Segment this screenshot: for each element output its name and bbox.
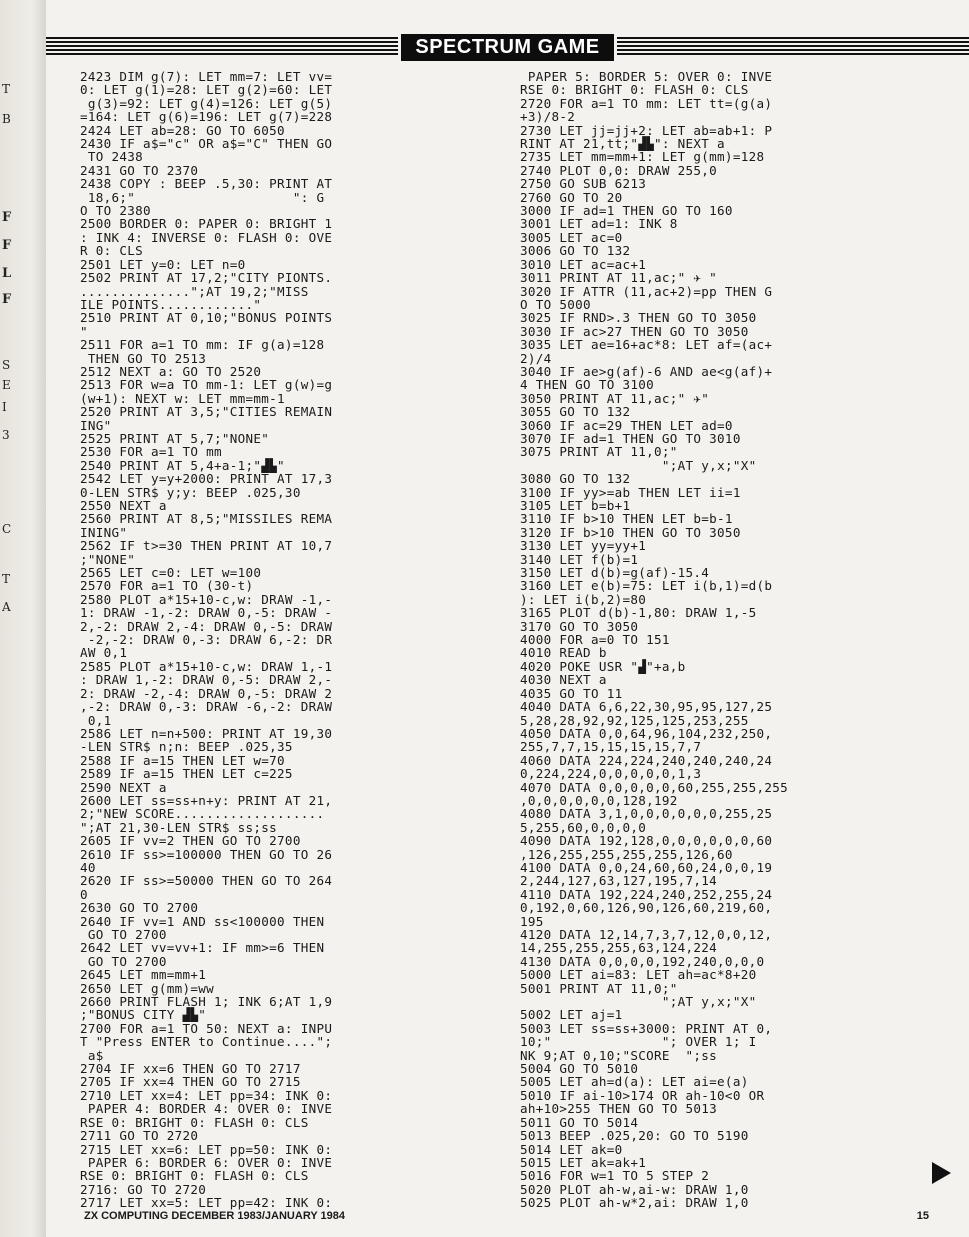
code-line: T "Press ENTER to Continue...."; [80, 1034, 333, 1050]
code-line: 2715 LET xx=6: LET pp=50: INK 0: [80, 1141, 333, 1157]
code-line: 4010 READ b [520, 645, 607, 661]
code-line: 2610 IF ss>=100000 THEN GO TO 26 [80, 846, 333, 862]
code-line: 2760 GO TO 20 [520, 189, 623, 205]
code-line: 3105 LET b=b+1 [520, 498, 631, 513]
margin-mark: F [2, 292, 12, 307]
section-header [46, 34, 969, 60]
code-line: 3170 GO TO 3050 [520, 618, 639, 634]
code-line: : INK 4: INVERSE 0: FLASH 0: OVE [80, 229, 333, 245]
code-line: 2740 PLOT 0,0: DRAW 255,0 [520, 162, 718, 178]
code-line: 0 [80, 886, 88, 902]
code-line: 2500 BORDER 0: PAPER 0: BRIGHT 1 [80, 216, 333, 232]
code-line: 0-LEN STR$ y;y: BEEP .025,30 [80, 484, 301, 500]
margin-mark: A [2, 600, 11, 614]
code-line: 5016 FOR w=1 TO 5 STEP 2 [520, 1168, 710, 1184]
code-line: 4080 DATA 3,1,0,0,0,0,0,0,255,25 [520, 806, 773, 822]
code-line: 2501 LET y=0: LET n=0 [80, 256, 246, 272]
code-line: a$ [80, 1047, 104, 1063]
code-line: ,-2: DRAW 0,-3: DRAW -6,-2: DRAW [80, 699, 333, 715]
code-line: 4050 DATA 0,0,64,96,104,232,250, [520, 725, 773, 741]
code-line: PAPER 6: BORDER 6: OVER 0: INVE [80, 1154, 333, 1170]
code-line: 2589 IF a=15 THEN LET c=225 [80, 766, 293, 782]
code-line: 5000 LET ai=83: LET ah=ac*8+20 [520, 967, 757, 983]
code-line: 195 [520, 913, 544, 929]
code-line: ;"BONUS CITY ▟▙" [80, 1007, 207, 1023]
code-line: 2530 FOR a=1 TO mm [80, 444, 222, 460]
code-line: 2620 IF ss>=50000 THEN GO TO 264 [80, 873, 333, 889]
code-line: 2705 IF xx=4 THEN GO TO 2715 [80, 1074, 301, 1090]
code-line: 5002 LET aj=1 [520, 1007, 623, 1023]
code-line: 3070 IF ad=1 THEN GO TO 3010 [520, 430, 741, 446]
code-line: 3060 IF ac=29 THEN LET ad=0 [520, 417, 733, 433]
code-line: 3050 PRINT AT 11,ac;" ✈" [520, 390, 710, 406]
code-line: 2704 IF xx=6 THEN GO TO 2717 [80, 1061, 301, 1077]
code-line: 4090 DATA 192,128,0,0,0,0,0,0,60 [520, 833, 773, 849]
code-line: 3080 GO TO 132 [520, 471, 631, 487]
code-line: 3100 IF yy>=ab THEN LET ii=1 [520, 484, 741, 500]
code-line: 3150 LET d(b)=g(af)-15.4 [520, 565, 710, 581]
code-line: ,0,0,0,0,0,0,128,192 [520, 792, 678, 808]
code-line: 0,1 [80, 712, 112, 728]
code-line: 2660 PRINT FLASH 1; INK 6;AT 1,9 [80, 994, 333, 1010]
code-line: 2542 LET y=y+2000: PRINT AT 17,3 [80, 471, 333, 487]
code-line: 2511 FOR a=1 TO mm: IF g(a)=128 [80, 337, 325, 353]
code-line: 2,244,127,63,127,195,7,14 [520, 873, 718, 889]
code-line: 4040 DATA 6,6,22,30,95,95,127,25 [520, 699, 773, 715]
code-line: RINT AT 21,tt;"▟▙": NEXT a [520, 136, 725, 152]
code-line: 2513 FOR w=a TO mm-1: LET g(w)=g [80, 377, 333, 393]
code-line: 0,192,0,60,126,90,126,60,219,60, [520, 900, 773, 916]
code-line: THEN GO TO 2513 [80, 350, 207, 366]
code-line: 2,-2: DRAW 2,-4: DRAW 0,-5: DRAW [80, 618, 333, 634]
code-line: O TO 2380 [80, 203, 151, 219]
code-line: +3)/8-2 [520, 109, 576, 125]
code-line: 2502 PRINT AT 17,2;"CITY PIONTS. [80, 270, 333, 286]
margin-mark: T [2, 572, 11, 586]
code-line: 3035 LET ae=16+ac*8: LET af=(ac+ [520, 337, 773, 353]
code-line: 3000 IF ad=1 THEN GO TO 160 [520, 203, 733, 219]
code-line: 5011 GO TO 5014 [520, 1114, 639, 1130]
code-line: 2650 LET g(mm)=ww [80, 980, 214, 996]
code-line: 3001 LET ad=1: INK 8 [520, 216, 678, 232]
code-line: 3005 LET ac=0 [520, 229, 623, 245]
code-line: 2605 IF vv=2 THEN GO TO 2700 [80, 833, 301, 849]
code-line: 5020 PLOT ah-w,ai-w: DRAW 1,0 [520, 1181, 749, 1197]
code-line: 5015 LET ak=ak+1 [520, 1154, 647, 1170]
margin-mark: S [2, 358, 11, 372]
code-line: 255,7,7,15,15,15,15,7,7 [520, 739, 702, 755]
code-line: 4060 DATA 224,224,240,240,240,24 [520, 752, 773, 768]
code-line: ;"NONE" [80, 551, 136, 567]
code-line: 1: DRAW -1,-2: DRAW 0,-5: DRAW - [80, 605, 333, 621]
code-line: 2512 NEXT a: GO TO 2520 [80, 363, 262, 379]
code-line: ILE POINTS............" [80, 296, 262, 312]
code-line: 2586 LET n=n+500: PRINT AT 19,30 [80, 725, 333, 741]
program-listing [80, 69, 946, 1211]
code-line: 2720 FOR a=1 TO mm: LET tt=(g(a) [520, 95, 773, 111]
code-line: 2600 LET ss=ss+n+y: PRINT AT 21, [80, 792, 333, 808]
code-line: 3120 IF b>10 THEN GO TO 3050 [520, 524, 741, 540]
code-line: 2540 PRINT AT 5,4+a-1;"▟▙" [80, 457, 285, 473]
code-line: 3130 LET yy=yy+1 [520, 538, 647, 554]
code-line: 5004 GO TO 5010 [520, 1061, 639, 1077]
code-line: ";AT y,x;"X" [520, 457, 757, 473]
code-line: 3025 IF RND>.3 THEN GO TO 3050 [520, 310, 757, 326]
code-line: 2430 IF a$="c" OR a$="C" THEN GO [80, 136, 333, 152]
margin-mark: 3 [2, 428, 10, 442]
header-rule-left [46, 37, 398, 57]
margin-mark: I [2, 400, 7, 414]
code-line: R 0: CLS [80, 243, 144, 259]
code-line: 5014 LET ak=0 [520, 1141, 623, 1157]
code-line: ,126,255,255,255,255,126,60 [520, 846, 733, 862]
code-line: O TO 5000 [520, 296, 591, 312]
code-line: 2588 IF a=15 THEN LET w=70 [80, 752, 285, 768]
publication-line: ZX COMPUTING DECEMBER 1983/JANUARY 1984 [84, 1210, 346, 1222]
margin-mark: E [2, 378, 11, 392]
code-line: ah+10>255 THEN GO TO 5013 [520, 1101, 718, 1117]
code-line: =164: LET g(6)=196: LET g(7)=228 [80, 109, 333, 125]
page-footer [84, 1210, 929, 1222]
code-line: 3020 IF ATTR (11,ac+2)=pp THEN G [520, 283, 773, 299]
listing-column-left [80, 69, 506, 1211]
code-line: 2438 COPY : BEEP .5,30: PRINT AT [80, 176, 333, 192]
code-line: 0,224,224,0,0,0,0,0,1,3 [520, 766, 702, 782]
code-line: 2: DRAW -2,-4: DRAW 0,-5: DRAW 2 [80, 685, 333, 701]
margin-mark: T [2, 82, 11, 96]
code-line: 0: LET g(1)=28: LET g(2)=60: LET [80, 82, 333, 98]
code-line: -2,-2: DRAW 0,-3: DRAW 6,-2: DR [80, 632, 333, 648]
code-line: RSE 0: BRIGHT 0: FLASH 0: CLS [80, 1114, 309, 1130]
code-line: PAPER 4: BORDER 4: OVER 0: INVE [80, 1101, 333, 1117]
adjacent-page-margin [0, 0, 46, 1237]
code-line: 2580 PLOT a*15+10-c,w: DRAW -1,- [80, 591, 333, 607]
code-line: 2645 LET mm=mm+1 [80, 967, 207, 983]
code-line: 2711 GO TO 2720 [80, 1128, 199, 1144]
code-line: 2642 LET vv=vv+1: IF mm>=6 THEN [80, 940, 325, 956]
code-line: 4030 NEXT a [520, 672, 607, 688]
code-line: 3165 PLOT d(b)-1,80: DRAW 1,-5 [520, 605, 757, 621]
code-line: g(3)=92: LET g(4)=126: LET g(5) [80, 95, 333, 111]
margin-mark: B [2, 112, 11, 126]
code-line: 2)/4 [520, 350, 552, 366]
code-line: 3055 GO TO 132 [520, 404, 631, 420]
code-line: 3110 IF b>10 THEN LET b=b-1 [520, 511, 733, 527]
code-line: 2;"NEW SCORE................... [80, 806, 325, 822]
code-line: ): LET i(b,2)=80 [520, 591, 647, 607]
code-line: 4110 DATA 192,224,240,252,255,24 [520, 886, 773, 902]
code-line: 2510 PRINT AT 0,10;"BONUS POINTS [80, 310, 333, 326]
code-line: (w+1): NEXT w: LET mm=mm-1 [80, 390, 285, 406]
code-line: 4120 DATA 12,14,7,3,7,12,0,0,12, [520, 927, 773, 942]
code-line: : DRAW 1,-2: DRAW 0,-5: DRAW 2,- [80, 672, 333, 688]
code-line: 10;" "; OVER 1; I [520, 1034, 757, 1050]
continue-arrow-icon [932, 1162, 951, 1184]
code-line: -LEN STR$ n;n: BEEP .025,35 [80, 739, 293, 755]
code-line: NK 9;AT 0,10;"SCORE ";ss [520, 1047, 718, 1063]
code-line: 3075 PRINT AT 11,0;" [520, 444, 678, 460]
code-line: ..............";AT 19,2;"MISS [80, 283, 309, 299]
code-line: 5003 LET ss=ss+3000: PRINT AT 0, [520, 1020, 773, 1036]
code-line: 2735 LET mm=mm+1: LET g(mm)=128 [520, 149, 765, 165]
code-line: 2423 DIM g(7): LET mm=7: LET vv= [80, 69, 333, 84]
code-line: 3040 IF ae>g(af)-6 AND ae<g(af)+ [520, 363, 773, 379]
code-line: 4035 GO TO 11 [520, 685, 623, 701]
code-line: 5025 PLOT ah-w*2,ai: DRAW 1,0 [520, 1195, 749, 1211]
code-line: 5,28,28,92,92,125,125,253,255 [520, 712, 749, 728]
code-line: INING" [80, 524, 128, 540]
code-line: 3030 IF ac>27 THEN GO TO 3050 [520, 323, 749, 339]
margin-mark: L [2, 266, 12, 281]
code-line: 4100 DATA 0,0,24,60,60,24,0,0,19 [520, 859, 773, 875]
code-line: 4000 FOR a=0 TO 151 [520, 632, 670, 648]
code-line: 3010 LET ac=ac+1 [520, 256, 647, 272]
code-line: GO TO 2700 [80, 927, 167, 942]
section-title: SPECTRUM GAME [398, 34, 616, 61]
listing-column-right [520, 69, 946, 1211]
code-line: 2640 IF vv=1 AND ss<100000 THEN [80, 913, 325, 929]
code-line: GO TO 2700 [80, 953, 167, 969]
code-line: AW 0,1 [80, 645, 128, 661]
page-number: 15 [916, 1210, 929, 1222]
code-line: 3011 PRINT AT 11,ac;" ✈ " [520, 270, 718, 286]
margin-mark: F [2, 238, 12, 253]
code-line: TO 2438 [80, 149, 144, 165]
code-line: 5005 LET ah=d(a): LET ai=e(a) [520, 1074, 749, 1090]
code-line: 2585 PLOT a*15+10-c,w: DRAW 1,-1 [80, 658, 333, 674]
code-line: " [80, 323, 88, 339]
code-line: 2590 NEXT a [80, 779, 167, 795]
code-line: 18,6;" ": G [80, 189, 325, 205]
code-line: PAPER 5: BORDER 5: OVER 0: INVE [520, 69, 773, 84]
code-line: 2550 NEXT a [80, 498, 167, 513]
code-line: 2630 GO TO 2700 [80, 900, 199, 916]
code-line: ING" [80, 417, 112, 433]
code-line: 2730 LET jj=jj+2: LET ab=ab+1: P [520, 122, 773, 138]
code-line: 3160 LET e(b)=75: LET i(b,1)=d(b [520, 578, 773, 594]
code-line: 2562 IF t>=30 THEN PRINT AT 10,7 [80, 538, 333, 554]
code-line: 5010 IF ai-10>174 OR ah-10<0 OR [520, 1087, 765, 1103]
code-line: 3006 GO TO 132 [520, 243, 631, 259]
code-line: 4020 POKE USR "▟"+a,b [520, 658, 686, 674]
code-line: RSE 0: BRIGHT 0: FLASH 0: CLS [520, 82, 749, 98]
code-line: 5,255,60,0,0,0,0 [520, 819, 647, 835]
code-line: 2716: GO TO 2720 [80, 1181, 207, 1197]
code-line: 14,255,255,255,63,124,224 [520, 940, 718, 956]
margin-mark: F [2, 210, 12, 225]
code-line: 2431 GO TO 2370 [80, 162, 199, 178]
header-rule-right [617, 37, 969, 57]
code-line: 4070 DATA 0,0,0,0,0,60,255,255,255 [520, 779, 788, 795]
code-line: 5001 PRINT AT 11,0;" [520, 980, 678, 996]
code-line: 2717 LET xx=5: LET pp=42: INK 0: [80, 1195, 333, 1211]
margin-mark: C [2, 522, 12, 536]
code-line: 2520 PRINT AT 3,5;"CITIES REMAIN [80, 404, 333, 420]
code-line: RSE 0: BRIGHT 0: FLASH 0: CLS [80, 1168, 309, 1184]
code-line: 2700 FOR a=1 TO 50: NEXT a: INPU [80, 1020, 333, 1036]
code-line: ";AT y,x;"X" [520, 994, 757, 1010]
code-line: 3140 LET f(b)=1 [520, 551, 639, 567]
code-line: 5013 BEEP .025,20: GO TO 5190 [520, 1128, 749, 1144]
code-line: 4130 DATA 0,0,0,0,192,240,0,0,0 [520, 953, 765, 969]
code-line: 40 [80, 859, 96, 875]
code-line: 2570 FOR a=1 TO (30-t) [80, 578, 254, 594]
code-line: 2710 LET xx=4: LET pp=34: INK 0: [80, 1087, 333, 1103]
code-line: 2750 GO SUB 6213 [520, 176, 647, 192]
code-line: ";AT 21,30-LEN STR$ ss;ss [80, 819, 278, 835]
code-line: 2560 PRINT AT 8,5;"MISSILES REMA [80, 511, 333, 527]
code-line: 2565 LET c=0: LET w=100 [80, 565, 262, 581]
code-line: 4 THEN GO TO 3100 [520, 377, 654, 393]
code-line: 2525 PRINT AT 5,7;"NONE" [80, 430, 270, 446]
code-line: 2424 LET ab=28: GO TO 6050 [80, 122, 285, 138]
